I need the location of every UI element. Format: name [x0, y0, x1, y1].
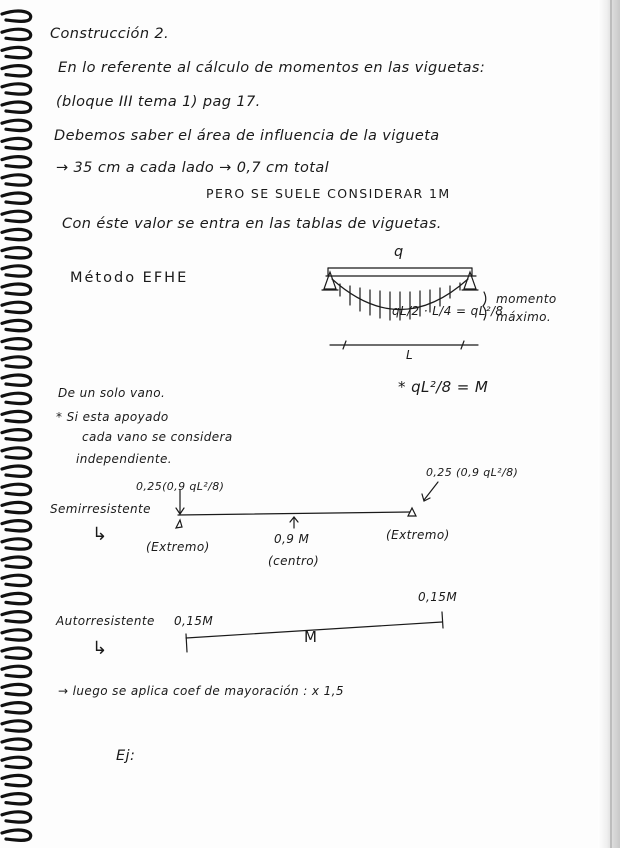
semi-left-support: (Extremo) — [146, 540, 210, 554]
text-line-6: Con éste valor se entra en las tablas de viguetas. — [62, 216, 442, 232]
text-line-1: En lo referente al cálculo de momentos en las viguetas: — [58, 60, 486, 76]
single-span-note-1: De un solo vano. — [58, 386, 166, 400]
semi-arrow-icon: ↳ — [92, 524, 108, 545]
auto-center-label: M — [304, 628, 318, 646]
semirresistente-label: Semirresistente — [50, 502, 151, 516]
moment-definition: * qL²/8 = M — [398, 378, 489, 396]
semi-left-moment: 0,25(0,9 qL²/8) — [136, 480, 225, 493]
method-label: Método EFHE — [70, 270, 189, 286]
text-line-2: (bloque III tema 1) pag 17. — [56, 94, 261, 110]
moment-note-2: máximo. — [496, 310, 552, 324]
auto-right-moment: 0,15M — [418, 590, 458, 604]
semi-right-support: (Extremo) — [386, 528, 450, 542]
load-q-label: q — [394, 244, 404, 260]
text-line-4: → 35 cm a cada lado → 0,7 cm total — [56, 160, 330, 176]
semi-center-label: (centro) — [268, 554, 320, 568]
text-line-5: PERO SE SUELE CONSIDERAR 1M — [206, 186, 451, 201]
example-label: Ej: — [116, 748, 136, 764]
span-length-label: L — [406, 348, 414, 362]
semi-center-value: 0,9 M — [274, 532, 310, 546]
auto-arrow-icon: ↳ — [92, 638, 108, 659]
page-title: Construcción 2. — [50, 26, 170, 42]
moment-formula: qL/2 · L/4 = qL²/8 — [392, 304, 504, 318]
single-span-note-4: independiente. — [76, 452, 172, 466]
single-span-note-2: * Si esta apoyado — [56, 410, 169, 424]
semi-right-moment: 0,25 (0,9 qL²/8) — [426, 466, 519, 479]
autorresistente-label: Autorresistente — [56, 614, 155, 628]
auto-left-moment: 0,15M — [174, 614, 214, 628]
text-line-3: Debemos saber el área de influencia de la vigueta — [54, 128, 440, 144]
single-span-note-3: cada vano se considera — [82, 430, 233, 444]
factor-line: → luego se aplica coef de mayoración : x 1,5 — [58, 684, 344, 698]
moment-note-1: momento — [496, 292, 557, 306]
